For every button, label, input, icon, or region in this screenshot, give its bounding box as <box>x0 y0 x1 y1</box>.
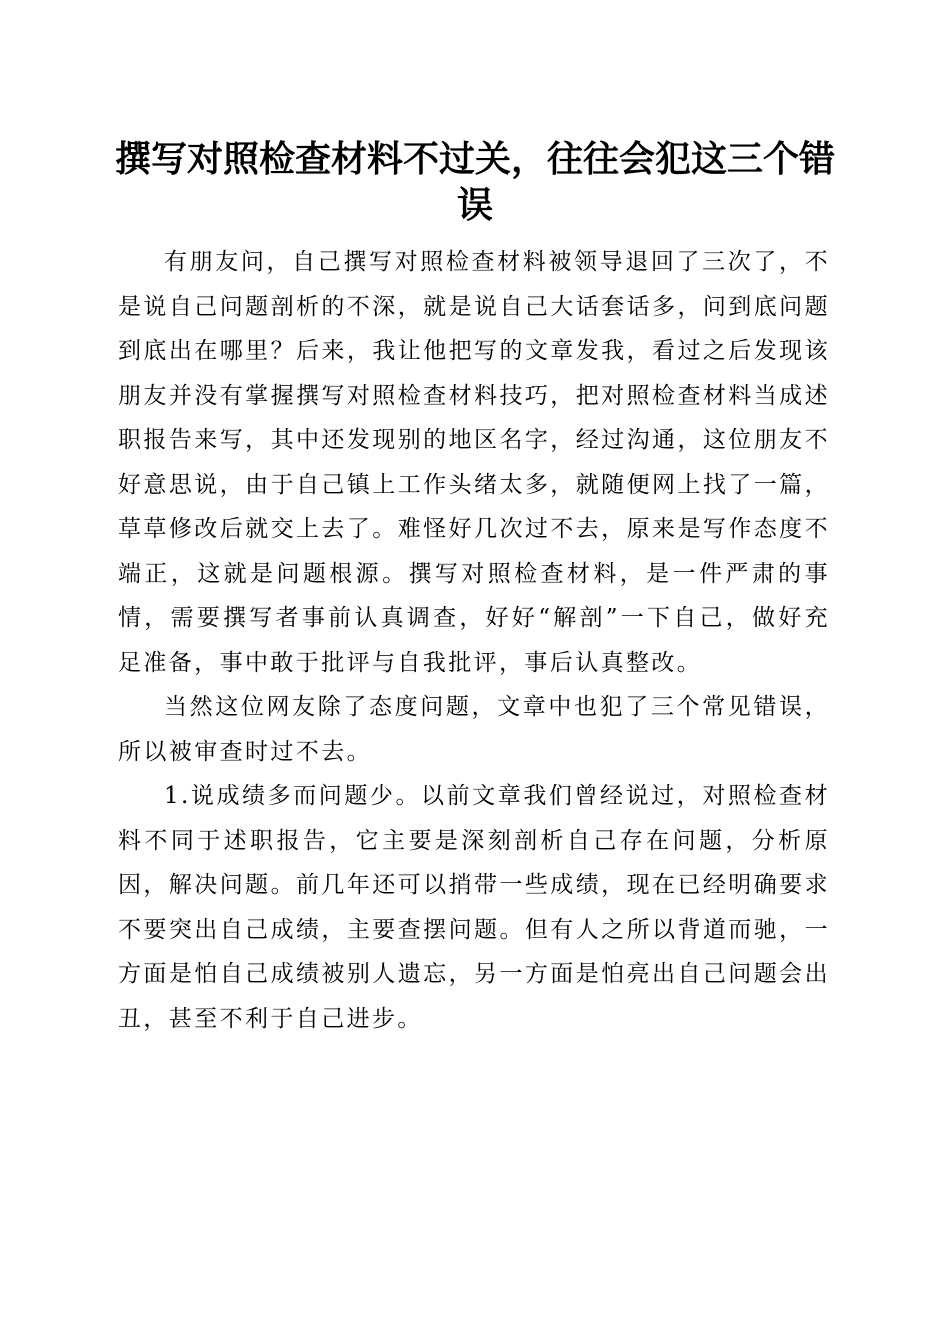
paragraph-intro: 有朋友问，自己撰写对照检查材料被领导退回了三次了，不是说自己问题剖析的不深，就是说自己大话套话多，问到底问题到底出在哪里？后来，我让他把写的文章发我，看过之后发现该朋友并没有掌握撰写对照检查材料技巧，把对照检查材料当成述职报告来写，其中还发现别的地区名字，经过沟通，这位朋友不好意思说，由于自己镇上工作头绪太多，就随便网上找了一篇，草草修改后就交上去了。难怪好几次过不去，原来是写作态度不端正，这就是问题根源。撰写对照检查材料，是一件严肃的事情，需要撰写者事前认真调查，好好“解剖”一下自己，做好充足准备，事中敢于批评与自我批评，事后认真整改。 <box>118 249 830 676</box>
paragraph-point-1: 1.说成绩多而问题少。以前文章我们曾经说过，对照检查材料不同于述职报告，它主要是深刻剖析自己存在问题，分析原因，解决问题。前几年还可以捎带一些成绩，现在已经明确要求不要突出自己成绩，主要查摆问题。但有人之所以背道而驰，一方面是怕自己成绩被别人遗忘，另一方面是怕亮出自己问题会出丑，甚至不利于自己进步。 <box>118 783 830 1032</box>
paragraph-summary: 当然这位网友除了态度问题，文章中也犯了三个常见错误，所以被审查时过不去。 <box>118 694 830 765</box>
document-title: 撰写对照检查材料不过关，往往会犯这三个错误 <box>114 138 835 226</box>
document-body <box>118 240 830 1041</box>
